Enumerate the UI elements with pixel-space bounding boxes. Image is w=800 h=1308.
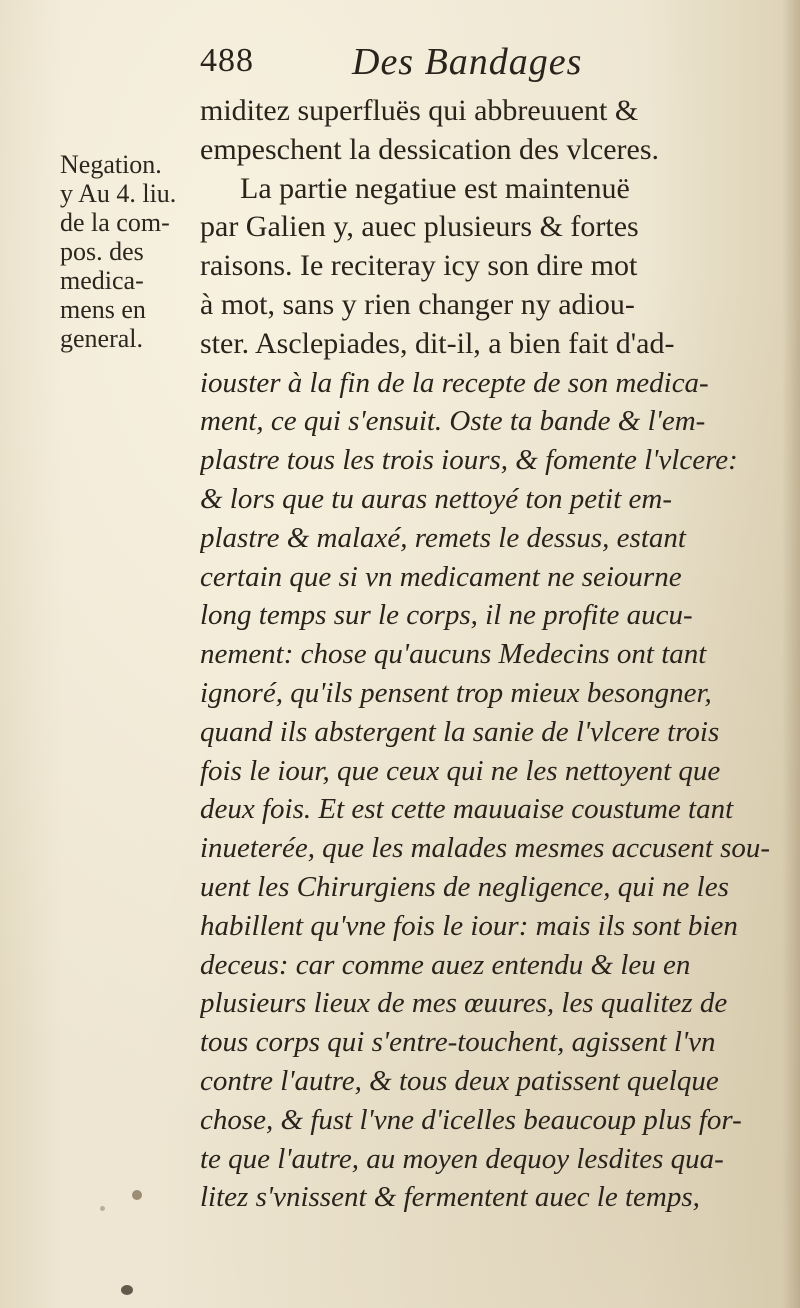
text-line: certain que si vn medicament ne seiourne	[200, 560, 682, 593]
text-line: uent les Chirurgiens de negligence, qui ne les	[200, 870, 729, 903]
text-line: & lors que tu auras nettoyé ton petit em-	[200, 482, 672, 515]
text-line: deceus: car comme auez entendu & leu en	[200, 948, 691, 981]
text-line: plusieurs lieux de mes œuures, les qualitez de	[200, 987, 728, 1020]
text-line: ignoré, qu'ils pensent trop mieux besongner,	[200, 676, 712, 709]
marginal-note	[60, 150, 195, 353]
text-line: deux fois. Et est cette mauuaise coustume tant	[200, 793, 734, 826]
text-line: habillent qu'vne fois le iour: mais ils sont bien	[200, 909, 738, 942]
text-line: nement: chose qu'aucuns Medecins ont tant	[200, 638, 707, 671]
text-line: ster. Asclepiades, dit-il, a bien fait d'ad-	[200, 326, 675, 360]
text-line: La partie negatiue est maintenuë	[240, 171, 630, 205]
text-line: contre l'autre, & tous deux patissent quelque	[200, 1064, 719, 1097]
text-line: raisons. Ie reciteray icy son dire mot	[200, 249, 638, 283]
page-number: 488	[200, 42, 254, 79]
text-line: fois le iour, que ceux qui ne les nettoyent que	[200, 754, 721, 787]
text-line: par Galien y, auec plusieurs & fortes	[200, 210, 639, 244]
ink-spot	[132, 1190, 142, 1200]
margin-note-line: medica-	[60, 266, 144, 295]
text-line: empeschent la dessication des vlceres.	[200, 132, 659, 166]
text-line: quand ils abstergent la sanie de l'vlcere trois	[200, 715, 720, 748]
margin-note-line: de la com-	[60, 208, 170, 237]
page-header	[200, 40, 760, 90]
ink-spot	[100, 1206, 105, 1211]
text-line: plastre & malaxé, remets le dessus, estant	[200, 521, 686, 554]
text-line: à mot, sans y rien changer ny adiou-	[200, 287, 635, 321]
text-line: miditez superfluës qui abbreuuent &	[200, 94, 639, 127]
margin-note-line: pos. des	[60, 237, 144, 266]
margin-note-line: Negation.	[60, 150, 162, 179]
text-line: iouster à la fin de la recepte de son medica-	[200, 366, 709, 399]
text-line: long temps sur le corps, il ne profite aucu-	[200, 599, 693, 632]
main-text-block	[200, 92, 770, 1217]
text-line: tous corps qui s'entre-touchent, agissent l'vn	[200, 1026, 716, 1059]
text-line: chose, & fust l'vne d'icelles beaucoup plus for-	[200, 1103, 742, 1136]
margin-note-line: y Au 4. liu.	[60, 179, 177, 208]
page-edge-shadow	[782, 0, 800, 1308]
text-line: inueterée, que les malades mesmes accusent sou-	[200, 832, 770, 865]
text-line: ment, ce qui s'ensuit. Oste ta bande & l'em-	[200, 405, 706, 438]
margin-note-line: general.	[60, 324, 144, 353]
ink-spot	[121, 1285, 133, 1295]
running-title: Des Bandages	[352, 41, 583, 83]
margin-note-line: mens en	[60, 295, 146, 324]
text-line: litez s'vnissent & fermentent auec le temps,	[200, 1181, 700, 1214]
text-line: te que l'autre, au moyen dequoy lesdites qua-	[200, 1142, 724, 1175]
text-line: plastre tous les trois iours, & fomente l'vlcere:	[200, 444, 738, 477]
